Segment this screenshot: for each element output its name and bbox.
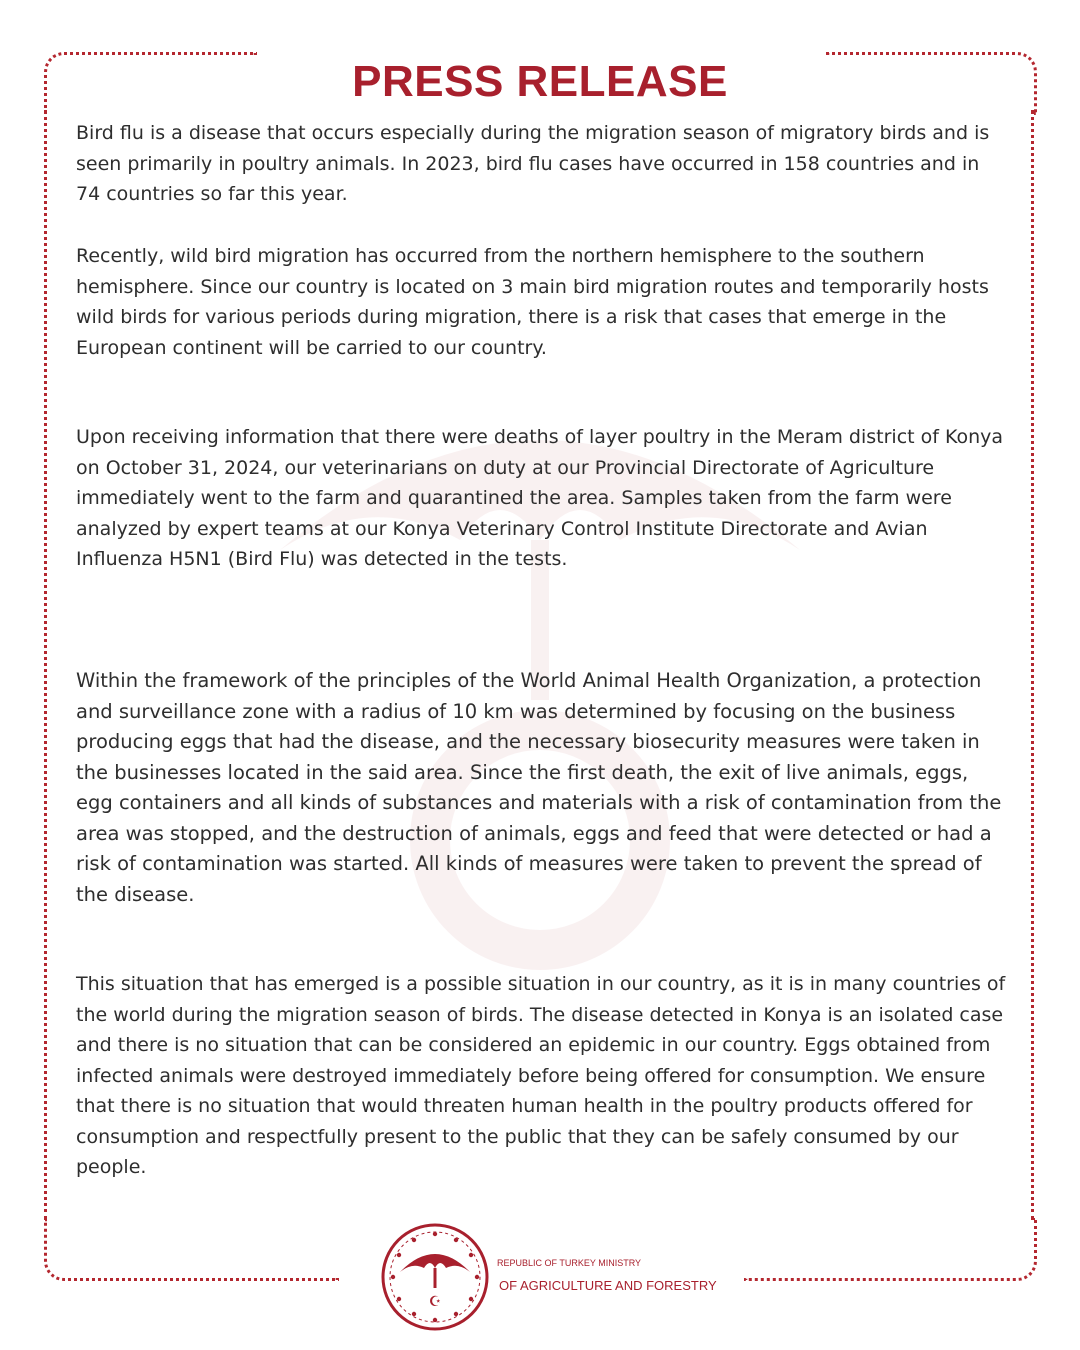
paragraph-migration-risk: Recently, wild bird migration has occurred from the northern hemisphere to the southern hemisphere. Since our country is located on 3 main bird migration routes and temporarily hosts wild birds for various periods during migration, there is a risk that cases that emerge in the European continent will be carried to our country.: [76, 245, 989, 359]
ministry-name-line1: REPUBLIC OF TURKEY MINISTRY: [497, 1258, 642, 1268]
frame-border-bottom-right: [744, 1218, 1037, 1281]
ministry-seal-icon: [380, 1222, 490, 1332]
svg-text:☪: ☪: [428, 1294, 442, 1310]
frame-border-bottom-left: [44, 1218, 339, 1281]
frame-border-left: [44, 110, 47, 1220]
paragraph-measures-taken: Within the framework of the principles of the World Animal Health Organization, a protection and surveillance zone with a radius of 10 km was determined by focusing on the business producing eggs that had the disease, and the necessary biosecurity measures were taken in the businesses located in the said area. Since the first death, the exit of live animals, eggs, egg containers and all kinds of substances and materials with a risk of contamination from the area was stopped, and the destruction of animals, eggs and feed that were detected or had a risk of contamination was started. All kinds of measures were taken to prevent the spread of the disease.: [76, 669, 1002, 906]
paragraph-public-statement: This situation that has emerged is a possible situation in our country, as it is in many countries of the world during the migration season of birds. The disease detected in Konya is an isolated case and there is no situation that can be considered an epidemic in our country. Eggs obtained from infected animals were destroyed immediately before being offered for consumption. We ensure that there is no situation that would threaten human health in the poultry products offered for consumption and respectfully present to the public that they can be safely consumed by our people.: [76, 973, 1006, 1178]
ministry-name-line2: OF AGRICULTURE AND FORESTRY: [499, 1278, 717, 1293]
frame-border-right: [1031, 110, 1034, 1220]
page-title: PRESS RELEASE: [352, 57, 728, 107]
paragraph-konya-detection: Upon receiving information that there were deaths of layer poultry in the Meram district of Konya on October 31, 2024, our veterinarians on duty at our Provincial Directorate of Agriculture immediately went to the farm and quarantined the area. Samples taken from the farm were analyzed by expert teams at our Konya Veterinary Control Institute Directorate and Avian Influenza H5N1 (Bird Flu) was detected in the tests.: [76, 426, 1004, 570]
paragraph-bird-flu-overview: Bird flu is a disease that occurs especially during the migration season of migratory birds and is seen primarily in poultry animals. In 2023, bird flu cases have occurred in 158 countries and in 74 countries so far this year.: [76, 122, 990, 205]
